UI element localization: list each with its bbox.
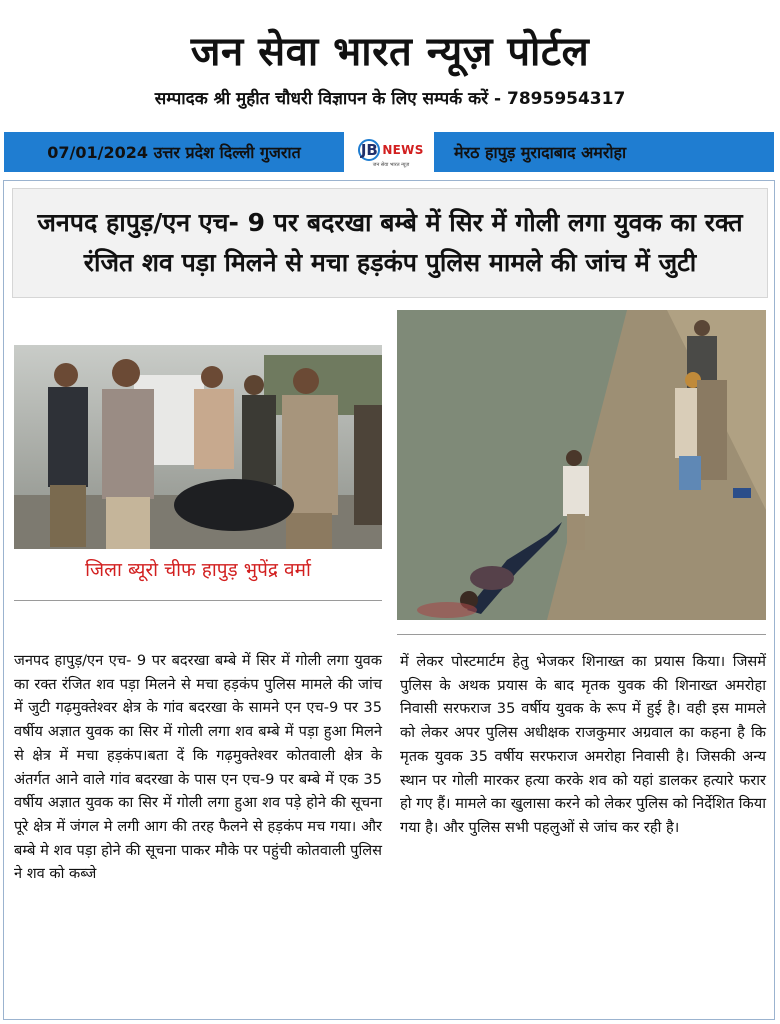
cities-text: मेरठ हापुड़ मुरादाबाद अमरोहा: [454, 143, 627, 162]
masthead-title: जन सेवा भारत न्यूज़ पोर्टल: [190, 29, 590, 75]
left-divider: [14, 600, 382, 601]
logo-tagline: जन सेवा भारत न्यूज़: [372, 161, 410, 168]
logo-word: NEWS: [382, 142, 424, 157]
article-body-right: में लेकर पोस्टमार्टम हेतु भेजकर शिनाख्त का प्रयास किया। जिसमें पुलिस के अथक प्रयास के बाद मृतक युवक की शिनाख्त अमरोहा निवासी सरफराज 35 वर्षीय युवक के रूप में हुई है। वही इस मामले को लेकर अपर पुलिस अधीक्षक राजकुमार अग्रवाल का कहना है कि मृतक युवक 35 वर्षीय सरफराज अमरोहा निवासी है। जिसकी अन्य स्थान पर गोली मारकर हत्या करके शव को यहां डालकर हत्यारे फरार हो गए हैं। मामले का खुलासा करने को लेकर पुलिस को निर्देशित किया गया है। और पुलिस सभी पहलुओं से जांच कर रही है।: [400, 653, 766, 836]
byline: जिला ब्यूरो चीफ हापुड़ भुपेंद्र वर्मा: [85, 559, 311, 581]
body-at-canal-bank-photo: [397, 310, 766, 620]
date-region-bar: [4, 132, 344, 172]
logo-mark: JB: [358, 139, 380, 161]
article-body-left: जनपद हापुड़/एन एच- 9 पर बदरखा बम्बे में सिर में गोली लगा युवक का रक्त रंजित शव पड़ा मिलने से मचा हड़कंप पुलिस मामले की जांच में जुटी गढ़मुक्तेश्वर क्षेत्र के गांव बदरखा के सामने एन एच-9 पर 35 वर्षीय अज्ञात युवक का सिर में गोली लगा शव बम्बे में पड़ा हुआ मिलने से क्षेत्र में मचा हड़कंप।बता दें कि गढ़मुक्तेश्वर कोतवाली क्षेत्र के अंतर्गत आने वाले गांव बदरखा के पास एन एच-9 पर बम्बे में एक 35 वर्षीय अज्ञात युवक का सिर में गोली लगा हुआ शव पड़े होने की सूचना पूरे क्षेत्र में जंगल मे लगी आग की तरह फैलने से हड़कंप मच गया। और बम्बे मे शव पड़ा होने की सूचना पाकर मौके पर पहुंची कोतवाली पुलिस ने शव को कब्जे: [14, 652, 382, 883]
cities-bar: [434, 132, 774, 172]
portal-logo: [354, 136, 428, 170]
masthead-subtitle: सम्पादक श्री मुहीत चौधरी विज्ञापन के लिए सम्पर्क करें - 7895954317: [154, 89, 626, 109]
article-headline: जनपद हापुड़/एन एच- 9 पर बदरखा बम्बे में सिर में गोली लगा युवक का रक्त रंजित शव पड़ा मिलने से मचा हड़कंप पुलिस मामले की जांच में जुटी: [12, 188, 768, 298]
right-divider: [397, 634, 766, 635]
date-region-text: 07/01/2024 उत्तर प्रदेश दिल्ली गुजरात: [47, 143, 301, 162]
police-carrying-body-photo: [14, 345, 382, 549]
